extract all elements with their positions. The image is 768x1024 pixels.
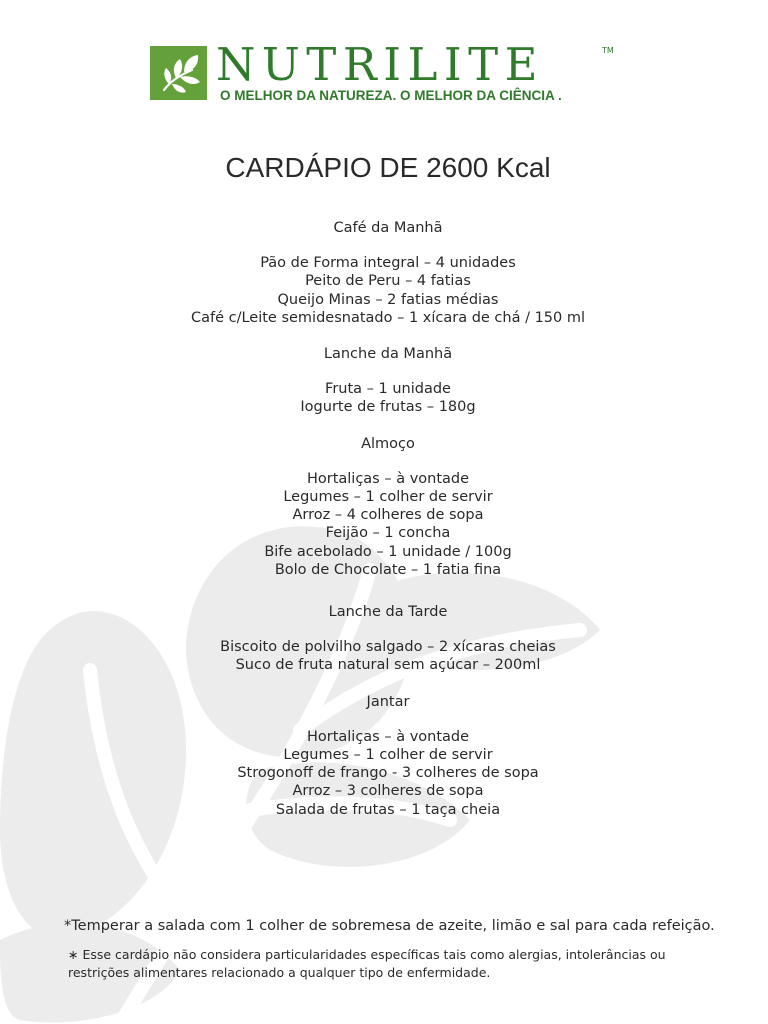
meal-item: Strogonoff de frango - 3 colheres de sopa (237, 765, 539, 782)
seasoning-note: *Temperar a salada com 1 colher de sobremesa de azeite, limão e sal para cada refeição. (64, 918, 715, 934)
meal-items (0, 728, 768, 819)
brand-logo (150, 38, 620, 104)
meal-lunch (0, 435, 768, 579)
meal-item: Biscoito de polvilho salgado – 2 xícaras cheias (220, 639, 556, 656)
meal-item: Feijão – 1 concha (325, 525, 451, 542)
meal-item: Iogurte de frutas – 180g (300, 399, 476, 416)
meal-dinner (0, 693, 768, 819)
disclaimer-note: ∗ Esse cardápio não considera particularidades específicas tais como alergias, intolerâncias ou restrições alimentares relacionado a qualquer tipo de enfermidade. (68, 947, 666, 980)
meal-item: Hortaliças – à vontade (306, 470, 470, 487)
meal-item: Queijo Minas – 2 fatias médias (277, 291, 499, 308)
meal-afternoon-snack (0, 603, 768, 675)
meal-title: Jantar (366, 693, 410, 710)
meal-item: Hortaliças – à vontade (306, 728, 470, 745)
meal-title: Café da Manhã (333, 220, 443, 236)
meal-title: Lanche da Manhã (323, 346, 453, 363)
meal-item: Arroz – 4 colheres de sopa (292, 507, 484, 524)
meal-items (0, 380, 768, 416)
meal-item: Legumes – 1 colher de servir (283, 489, 493, 506)
meal-plan (0, 219, 768, 819)
meal-item: Bife acebolado – 1 unidade / 100g (264, 543, 512, 560)
meal-items (0, 638, 768, 674)
meal-items (0, 254, 768, 327)
meal-item: Arroz – 3 colheres de sopa (292, 783, 484, 800)
meal-item: Legumes – 1 colher de servir (283, 747, 493, 764)
brand-trademark: TM (602, 46, 614, 55)
brand-tagline: O MELHOR DA NATUREZA. O MELHOR DA CIÊNCIA . (220, 88, 562, 103)
meal-item: Fruta – 1 unidade (325, 381, 451, 398)
meal-morning-snack (0, 345, 768, 417)
brand-logo-box (150, 46, 207, 100)
meal-item: Peito de Peru – 4 fatias (305, 273, 471, 290)
meal-breakfast (0, 219, 768, 327)
meal-items (0, 470, 768, 579)
meal-item: Suco de fruta natural sem açúcar – 200ml (235, 657, 541, 674)
page-title: CARDÁPIO DE 2600 Kcal (225, 152, 551, 183)
meal-title: Lanche da Tarde (328, 604, 448, 621)
meal-item: Pão de Forma integral – 4 unidades (260, 255, 516, 272)
brand-name: NUTRILITE (216, 38, 544, 91)
meal-item: Salada de frutas – 1 taça cheia (275, 801, 501, 818)
meal-item: Café c/Leite semidesnatado – 1 xícara de chá / 150 ml (190, 309, 586, 326)
meal-item: Bolo de Chocolate – 1 fatia fina (274, 561, 502, 578)
meal-title: Almoço (361, 435, 415, 452)
leaf-icon (150, 46, 207, 100)
